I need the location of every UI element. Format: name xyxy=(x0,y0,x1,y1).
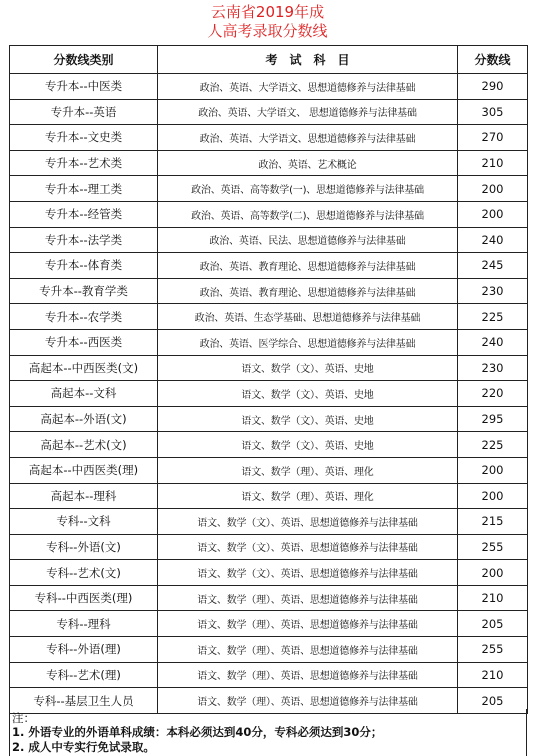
cell-category: 高起本--外语(文) xyxy=(10,406,158,432)
cell-score: 220 xyxy=(458,381,528,407)
table-row xyxy=(10,125,528,151)
table-row xyxy=(10,406,528,432)
cell-subjects: 政治、英语、大学语文、思想道德修养与法律基础 xyxy=(158,74,458,100)
cell-score: 240 xyxy=(458,227,528,253)
cell-score: 225 xyxy=(458,432,528,458)
cell-category: 专科--艺术(文) xyxy=(10,560,158,586)
cell-subjects: 政治、英语、医学综合、思想道德修养与法律基础 xyxy=(158,329,458,355)
table-row xyxy=(10,483,528,509)
table-row xyxy=(10,201,528,227)
cell-score: 295 xyxy=(458,406,528,432)
cell-subjects: 语文、数学（理）、英语、思想道德修养与法律基础 xyxy=(158,688,458,714)
cell-score: 255 xyxy=(458,534,528,560)
table-row xyxy=(10,509,528,535)
cell-score: 200 xyxy=(458,483,528,509)
cell-subjects: 语文、数学（理）、英语、思想道德修养与法律基础 xyxy=(158,585,458,611)
cell-subjects: 语文、数学（理）、英语、理化 xyxy=(158,457,458,483)
cell-subjects: 语文、数学（文）、英语、史地 xyxy=(158,432,458,458)
cell-score: 230 xyxy=(458,278,528,304)
table-row xyxy=(10,611,528,637)
cell-subjects: 政治、英语、教育理论、思想道德修养与法律基础 xyxy=(158,278,458,304)
page-title-line-2: 人高考录取分数线 xyxy=(207,22,328,40)
note-item-2: 2. 成人中专实行免试录取。 xyxy=(12,740,155,754)
cell-category: 高起本--理科 xyxy=(10,483,158,509)
table-header-row xyxy=(10,46,528,74)
cell-category: 专升本--教育学类 xyxy=(10,278,158,304)
cell-score: 215 xyxy=(458,509,528,535)
cell-score: 210 xyxy=(458,585,528,611)
note-item-1: 1. 外语专业的外语单科成绩：本科必须达到40分，专科必须达到30分； xyxy=(12,725,383,739)
header-category: 分数线类别 xyxy=(10,46,158,74)
cell-category: 专科--外语(理) xyxy=(10,637,158,663)
cell-score: 230 xyxy=(458,355,528,381)
header-subjects: 考 试 科 目 xyxy=(158,46,458,74)
cell-subjects: 政治、英语、生态学基础、思想道德修养与法律基础 xyxy=(158,304,458,330)
table-row xyxy=(10,457,528,483)
header-score: 分数线 xyxy=(458,46,528,74)
cell-subjects: 语文、数学（文）、英语、思想道德修养与法律基础 xyxy=(158,509,458,535)
cell-category: 专升本--法学类 xyxy=(10,227,158,253)
cell-category: 专科--理科 xyxy=(10,611,158,637)
table-row xyxy=(10,278,528,304)
cell-category: 专科--文科 xyxy=(10,509,158,535)
cell-subjects: 语文、数学（文）、英语、思想道德修养与法律基础 xyxy=(158,534,458,560)
score-table xyxy=(9,45,528,714)
cell-category: 专升本--西医类 xyxy=(10,329,158,355)
cell-category: 高起本--艺术(文) xyxy=(10,432,158,458)
cell-subjects: 政治、英语、民法、思想道德修养与法律基础 xyxy=(158,227,458,253)
cell-category: 高起本--中西医类(文) xyxy=(10,355,158,381)
cell-category: 专升本--理工类 xyxy=(10,176,158,202)
cell-score: 205 xyxy=(458,611,528,637)
cell-category: 专升本--中医类 xyxy=(10,74,158,100)
cell-score: 205 xyxy=(458,688,528,714)
cell-category: 高起本--中西医类(理) xyxy=(10,457,158,483)
cell-subjects: 语文、数学（理）、英语、思想道德修养与法律基础 xyxy=(158,662,458,688)
cell-subjects: 语文、数学（理）、英语、思想道德修养与法律基础 xyxy=(158,611,458,637)
table-row xyxy=(10,662,528,688)
cell-score: 245 xyxy=(458,253,528,279)
cell-category: 专科--艺术(理) xyxy=(10,662,158,688)
cell-score: 255 xyxy=(458,637,528,663)
cell-category: 专升本--英语 xyxy=(10,99,158,125)
cell-subjects: 政治、英语、高等数学(一)、思想道德修养与法律基础 xyxy=(158,176,458,202)
cell-score: 210 xyxy=(458,662,528,688)
cell-subjects: 政治、英语、大学语文、思想道德修养与法律基础 xyxy=(158,125,458,151)
table-row xyxy=(10,534,528,560)
table-row xyxy=(10,585,528,611)
table-row xyxy=(10,637,528,663)
cell-subjects: 政治、英语、教育理论、思想道德修养与法律基础 xyxy=(158,253,458,279)
cell-subjects: 语文、数学（文）、英语、史地 xyxy=(158,406,458,432)
cell-subjects: 语文、数学（理）、英语、思想道德修养与法律基础 xyxy=(158,637,458,663)
table-row xyxy=(10,176,528,202)
table-body xyxy=(10,74,528,714)
cell-category: 专科--外语(文) xyxy=(10,534,158,560)
cell-score: 200 xyxy=(458,560,528,586)
cell-category: 专升本--体育类 xyxy=(10,253,158,279)
table-row xyxy=(10,253,528,279)
table-row xyxy=(10,560,528,586)
cell-score: 210 xyxy=(458,150,528,176)
cell-category: 专科--基层卫生人员 xyxy=(10,688,158,714)
cell-score: 240 xyxy=(458,329,528,355)
table-row xyxy=(10,74,528,100)
cell-subjects: 政治、英语、高等数学(二)、思想道德修养与法律基础 xyxy=(158,201,458,227)
table-row xyxy=(10,432,528,458)
cell-score: 200 xyxy=(458,457,528,483)
page-title-line-1: 云南省2019年成 xyxy=(210,3,325,21)
table-row xyxy=(10,329,528,355)
cell-category: 专升本--经管类 xyxy=(10,201,158,227)
cell-score: 200 xyxy=(458,176,528,202)
table-row xyxy=(10,99,528,125)
cell-category: 专升本--文史类 xyxy=(10,125,158,151)
cell-score: 305 xyxy=(458,99,528,125)
table-row xyxy=(10,150,528,176)
cell-subjects: 语文、数学（文）、英语、思想道德修养与法律基础 xyxy=(158,560,458,586)
cell-category: 专升本--农学类 xyxy=(10,304,158,330)
notes-label: 注： xyxy=(12,711,35,725)
cell-category: 高起本--文科 xyxy=(10,381,158,407)
cell-score: 290 xyxy=(458,74,528,100)
table-row xyxy=(10,227,528,253)
cell-category: 专科--中西医类(理) xyxy=(10,585,158,611)
cell-subjects: 语文、数学（文）、英语、史地 xyxy=(158,355,458,381)
cell-score: 270 xyxy=(458,125,528,151)
cell-subjects: 政治、英语、大学语文、 思想道德修养与法律基础 xyxy=(158,99,458,125)
cell-score: 225 xyxy=(458,304,528,330)
cell-subjects: 语文、数学（文）、英语、史地 xyxy=(158,381,458,407)
cell-subjects: 政治、英语、艺术概论 xyxy=(158,150,458,176)
cell-subjects: 语文、数学（理）、英语、理化 xyxy=(158,483,458,509)
cell-score: 200 xyxy=(458,201,528,227)
table-row xyxy=(10,355,528,381)
cell-category: 专升本--艺术类 xyxy=(10,150,158,176)
table-row xyxy=(10,304,528,330)
notes-section xyxy=(9,709,527,756)
table-row xyxy=(10,381,528,407)
